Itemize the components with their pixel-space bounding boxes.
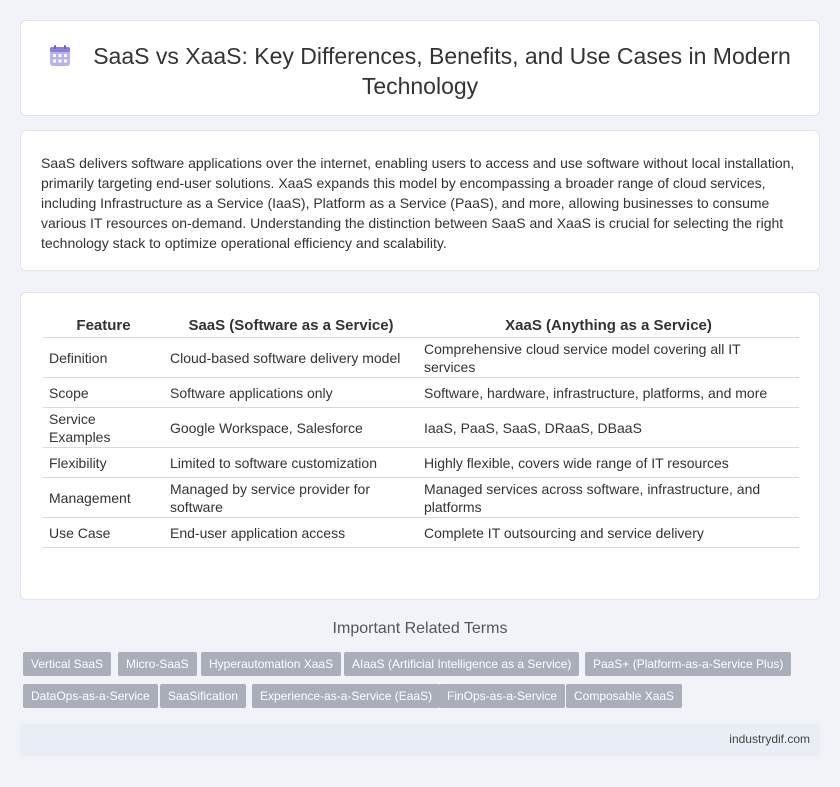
row-saas: Google Workspace, Salesforce — [164, 408, 418, 448]
title-card — [20, 20, 820, 116]
row-saas: Limited to software customization — [164, 448, 418, 478]
row-saas: Software applications only — [164, 378, 418, 408]
row-feature: Definition — [43, 338, 164, 378]
related-terms-title: Important Related Terms — [332, 620, 508, 637]
related-tag-composable-xaas[interactable]: Composable XaaS — [566, 684, 682, 708]
header-saas: SaaS (Software as a Service) — [164, 313, 418, 338]
calendar-grid-icon — [49, 45, 71, 67]
row-saas: Cloud-based software delivery model — [164, 338, 418, 378]
table-row — [43, 478, 799, 518]
row-feature: Use Case — [43, 518, 164, 548]
row-saas: Managed by service provider for software — [164, 478, 418, 518]
table-row — [43, 518, 799, 548]
row-xaas: Software, hardware, infrastructure, platforms, and more — [418, 378, 799, 408]
comparison-card — [20, 292, 820, 600]
intro-card — [20, 130, 820, 271]
row-xaas: Comprehensive cloud service model covering all IT services — [418, 338, 799, 378]
related-tag-vertical-saas[interactable]: Vertical SaaS — [23, 652, 111, 676]
row-feature: Scope — [43, 378, 164, 408]
footer-bar — [20, 724, 820, 756]
related-tag-paas-plus[interactable]: PaaS+ (Platform-as-a-Service Plus) — [585, 652, 791, 676]
header-feature: Feature — [43, 313, 164, 338]
footer-site-link[interactable]: industrydif.com — [729, 732, 810, 746]
row-saas: End-user application access — [164, 518, 418, 548]
row-feature: Service Examples — [43, 408, 164, 448]
related-tag-micro-saas[interactable]: Micro-SaaS — [118, 652, 197, 676]
related-tag-dataops[interactable]: DataOps-as-a-Service — [23, 684, 158, 708]
table-row — [43, 448, 799, 478]
row-feature: Management — [43, 478, 164, 518]
header-xaas: XaaS (Anything as a Service) — [418, 313, 799, 338]
intro-paragraph: SaaS delivers software applications over the internet, enabling users to access and use software without local installation, primarily targeting end-user solutions. XaaS expands this model by encompassing a broader range of cloud services, including Infrastructure as a Service (IaaS), Platform as a Service (PaaS), and more, allowing businesses to consume various IT resources on-demand. Understanding the distinction between SaaS and XaaS is crucial for selecting the right technology stack to optimize operational efficiency and scalability. — [41, 155, 795, 251]
page-title-wrap — [41, 41, 799, 101]
related-tag-finops[interactable]: FinOps-as-a-Service — [439, 684, 565, 708]
row-xaas: Complete IT outsourcing and service delivery — [418, 518, 799, 548]
table-row — [43, 378, 799, 408]
row-xaas: Managed services across software, infrastructure, and platforms — [418, 478, 799, 518]
row-feature: Flexibility — [43, 448, 164, 478]
comparison-table — [43, 313, 799, 548]
related-tag-eaas[interactable]: Experience-as-a-Service (EaaS) — [252, 684, 440, 708]
table-header-row — [43, 313, 799, 338]
related-tag-hyperautomation-xaas[interactable]: Hyperautomation XaaS — [201, 652, 341, 676]
related-tag-aiaas[interactable]: AIaaS (Artificial Intelligence as a Service) — [344, 652, 579, 676]
table-row — [43, 408, 799, 448]
row-xaas: Highly flexible, covers wide range of IT resources — [418, 448, 799, 478]
table-row — [43, 338, 799, 378]
page-title: SaaS vs XaaS: Key Differences, Benefits, and Use Cases in Modern Technology — [93, 43, 791, 99]
related-tag-saasification[interactable]: SaaSification — [160, 684, 246, 708]
row-xaas: IaaS, PaaS, SaaS, DRaaS, DBaaS — [418, 408, 799, 448]
